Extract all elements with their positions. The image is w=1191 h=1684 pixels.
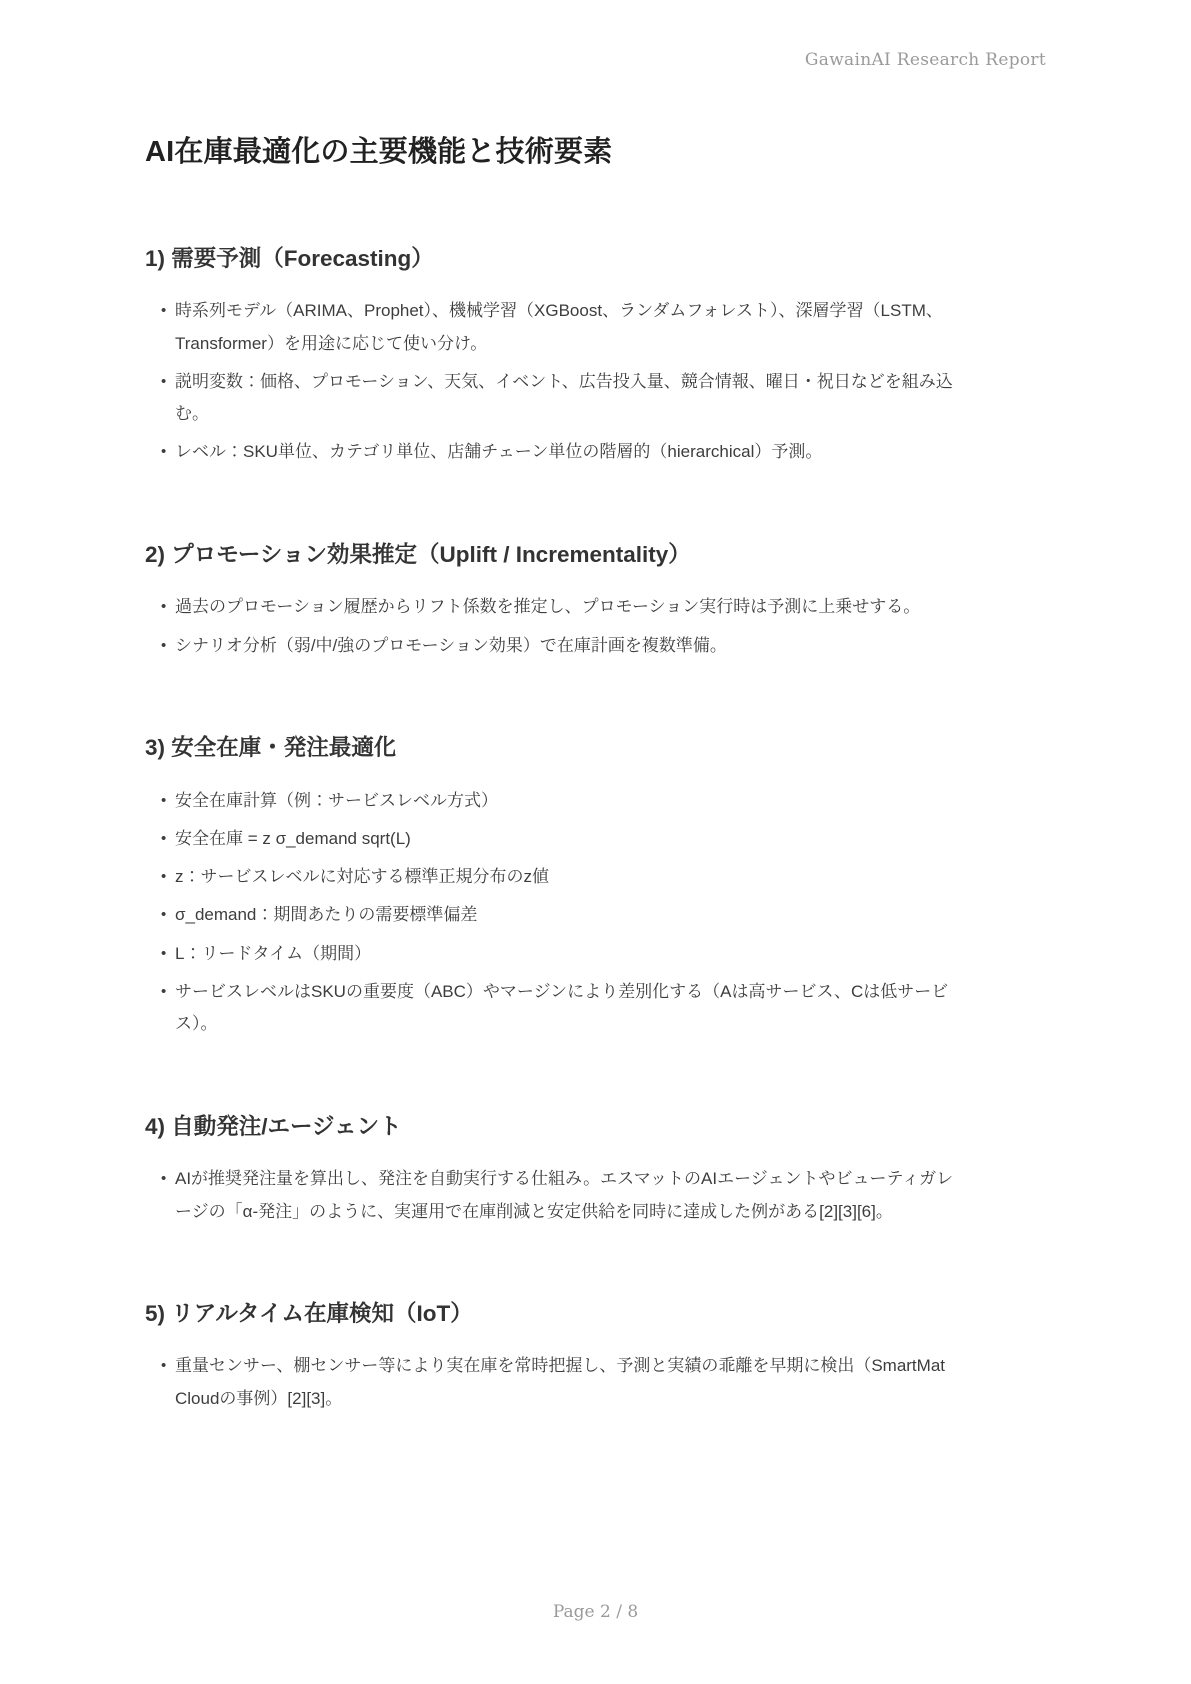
list-item-text: 過去のプロモーション履歴からリフト係数を推定し、プロモーション実行時は予測に上乗せする。 xyxy=(175,597,921,617)
bullet-icon: • xyxy=(161,1170,167,1188)
list-item-text: 説明変数：価格、プロモーション、天気、イベント、広告投入量、競合情報、曜日・祝日などを組み込む。 xyxy=(175,371,953,424)
section-forecasting xyxy=(145,243,1046,469)
list-item xyxy=(161,861,961,893)
list-item-text: レベル：SKU単位、カテゴリ単位、店舗チェーン単位の階層的（hierarchical）予測。 xyxy=(175,442,823,462)
list-item xyxy=(161,1163,961,1228)
section-heading: 4) 自動発注/エージェント xyxy=(145,1113,402,1139)
bullet-list xyxy=(161,785,961,1041)
bullet-icon: • xyxy=(161,944,167,962)
list-item-text: z：サービスレベルに対応する標準正規分布のz値 xyxy=(175,867,549,887)
list-item-text: 重量センサー、棚センサー等により実在庫を常時把握し、予測と実績の乖離を早期に検出（SmartMat Cloudの事例）[2][3]。 xyxy=(175,1356,945,1408)
list-item xyxy=(161,823,961,855)
section-heading: 5) リアルタイム在庫検知（IoT） xyxy=(145,1300,473,1326)
list-item xyxy=(161,295,961,360)
bullet-icon: • xyxy=(161,983,167,1001)
list-item xyxy=(161,938,961,970)
bullet-icon: • xyxy=(161,443,167,461)
section-realtime-iot xyxy=(145,1298,1046,1415)
list-item xyxy=(161,630,961,662)
section-promotion-uplift xyxy=(145,539,1046,662)
list-item xyxy=(161,591,961,623)
bullet-list xyxy=(161,295,961,468)
list-item-text: L：リードタイム（期間） xyxy=(175,943,372,963)
page-number: Page 2 / 8 xyxy=(552,1602,639,1622)
bullet-list xyxy=(161,1350,961,1415)
section-heading: 3) 安全在庫・発注最適化 xyxy=(145,734,397,760)
list-item xyxy=(161,366,961,431)
list-item-text: 安全在庫 = z σ_demand sqrt(L) xyxy=(175,828,411,848)
bullet-icon: • xyxy=(161,906,167,924)
list-item xyxy=(161,785,961,817)
list-item-text: サービスレベルはSKUの重要度（ABC）やマージンにより差別化する（Aは高サービス、Cは低サービス）。 xyxy=(175,982,949,1034)
bullet-icon: • xyxy=(161,636,167,654)
bullet-icon: • xyxy=(161,791,167,809)
bullet-list xyxy=(161,1163,961,1228)
section-heading: 2) プロモーション効果推定（Uplift / Incrementality） xyxy=(145,541,691,567)
list-item xyxy=(161,1350,961,1415)
list-item-text: 時系列モデル（ARIMA、Prophet）、機械学習（XGBoost、ランダムフォレスト）、深層学習（LSTM、Transformer）を用途に応じて使い分け。 xyxy=(175,301,943,353)
bullet-icon: • xyxy=(161,372,167,390)
list-item xyxy=(161,976,961,1041)
report-header: GawainAI Research Report xyxy=(804,50,1046,70)
list-item-text: σ_demand：期間あたりの需要標準偏差 xyxy=(175,905,478,925)
bullet-list xyxy=(161,591,961,662)
section-heading: 1) 需要予測（Forecasting） xyxy=(145,245,434,271)
list-item-text: シナリオ分析（弱/中/強のプロモーション効果）で在庫計画を複数準備。 xyxy=(175,635,727,655)
bullet-icon: • xyxy=(161,868,167,886)
list-item xyxy=(161,899,961,931)
page-title: AI在庫最適化の主要機能と技術要素 xyxy=(145,136,613,168)
bullet-icon: • xyxy=(161,1357,167,1375)
bullet-icon: • xyxy=(161,829,167,847)
list-item-text: 安全在庫計算（例：サービスレベル方式） xyxy=(175,790,498,810)
bullet-icon: • xyxy=(161,302,167,320)
list-item xyxy=(161,436,961,468)
bullet-icon: • xyxy=(161,598,167,616)
list-item-text: AIが推奨発注量を算出し、発注を自動実行する仕組み。エスマットのAIエージェントやビューティガレージの「α-発注」のように、実運用で在庫削減と安定供給を同時に達成した例がある[2][3][6]。 xyxy=(175,1169,954,1221)
section-auto-ordering-agent xyxy=(145,1111,1046,1228)
section-safety-stock xyxy=(145,732,1046,1041)
